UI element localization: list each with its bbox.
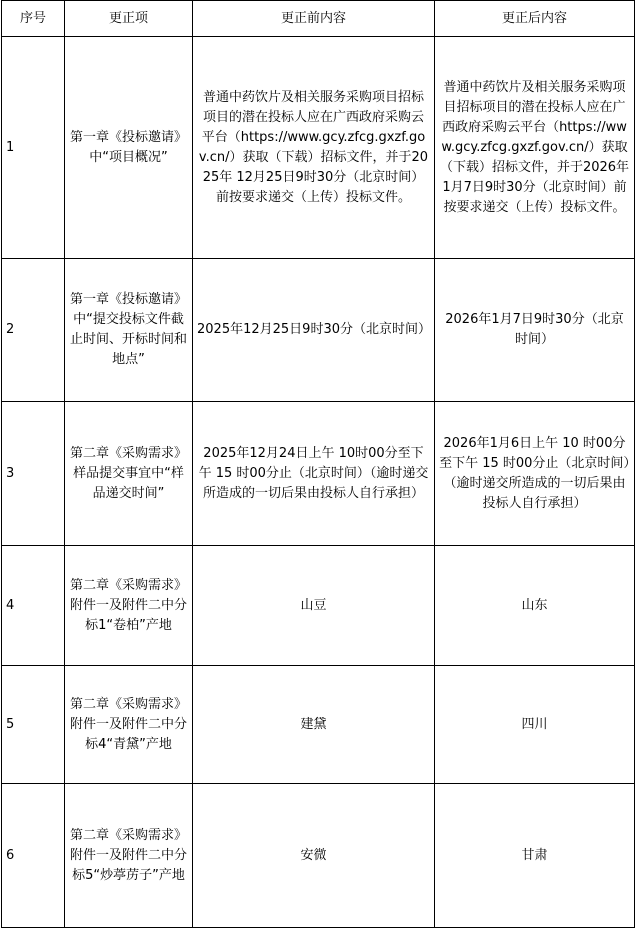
row-before: 山豆 bbox=[193, 546, 435, 666]
row-after: 普通中药饮片及相关服务采购项目招标项目的潜在投标人应在广西政府采购云平台（https://www.gcy.zfcg.gxzf.gov.cn/）获取（下载）招标文件，并于2026年 1月7日9时30分（北京时间）前按要求递交（上传）投标文件。 bbox=[435, 37, 635, 259]
row-after: 2026年1月7日9时30分（北京时间） bbox=[435, 259, 635, 402]
row-item: 第一章《投标邀请》中“提交投标文件截止时间、开标时间和地点” bbox=[65, 259, 193, 402]
table-row bbox=[2, 402, 635, 546]
correction-table bbox=[1, 0, 635, 928]
row-item: 第二章《采购需求》附件一及附件二中分标4“青黛”产地 bbox=[65, 666, 193, 784]
row-no: 3 bbox=[2, 402, 65, 546]
row-before: 建黛 bbox=[193, 666, 435, 784]
row-after: 山东 bbox=[435, 546, 635, 666]
row-item: 第二章《采购需求》附件一及附件二中分标1“卷柏”产地 bbox=[65, 546, 193, 666]
table-row bbox=[2, 546, 635, 666]
header-no: 序号 bbox=[2, 1, 65, 37]
table-row bbox=[2, 666, 635, 784]
row-item: 第二章《采购需求》样品提交事宜中“样品递交时间” bbox=[65, 402, 193, 546]
row-no: 1 bbox=[2, 37, 65, 259]
row-before: 2025年12月25日9时30分（北京时间） bbox=[193, 259, 435, 402]
table-row bbox=[2, 259, 635, 402]
row-after: 四川 bbox=[435, 666, 635, 784]
row-after: 2026年1月6日上午 10 时00分至下午 15 时00分止（北京时间）（逾时递交所造成的一切后果由投标人自行承担） bbox=[435, 402, 635, 546]
header-item: 更正项 bbox=[65, 1, 193, 37]
row-before: 普通中药饮片及相关服务采购项目招标项目的潜在投标人应在广西政府采购云平台（https://www.gcy.zfcg.gxzf.gov.cn/）获取（下载）招标文件，并于2025年 12月25日9时30分（北京时间）前按要求递交（上传）投标文件。 bbox=[193, 37, 435, 259]
row-after: 甘肃 bbox=[435, 784, 635, 928]
row-no: 5 bbox=[2, 666, 65, 784]
row-no: 2 bbox=[2, 259, 65, 402]
row-before: 2025年12月24日上午 10时00分至下午 15 时00分止（北京时间）（逾时递交所造成的一切后果由投标人自行承担） bbox=[193, 402, 435, 546]
table-row bbox=[2, 37, 635, 259]
row-before: 安微 bbox=[193, 784, 435, 928]
row-no: 4 bbox=[2, 546, 65, 666]
row-item: 第二章《采购需求》附件一及附件二中分标5“炒葶苈子”产地 bbox=[65, 784, 193, 928]
table-row bbox=[2, 784, 635, 928]
row-item: 第一章《投标邀请》中“项目概况” bbox=[65, 37, 193, 259]
header-before: 更正前内容 bbox=[193, 1, 435, 37]
header-row bbox=[2, 1, 635, 37]
header-after: 更正后内容 bbox=[435, 1, 635, 37]
row-no: 6 bbox=[2, 784, 65, 928]
